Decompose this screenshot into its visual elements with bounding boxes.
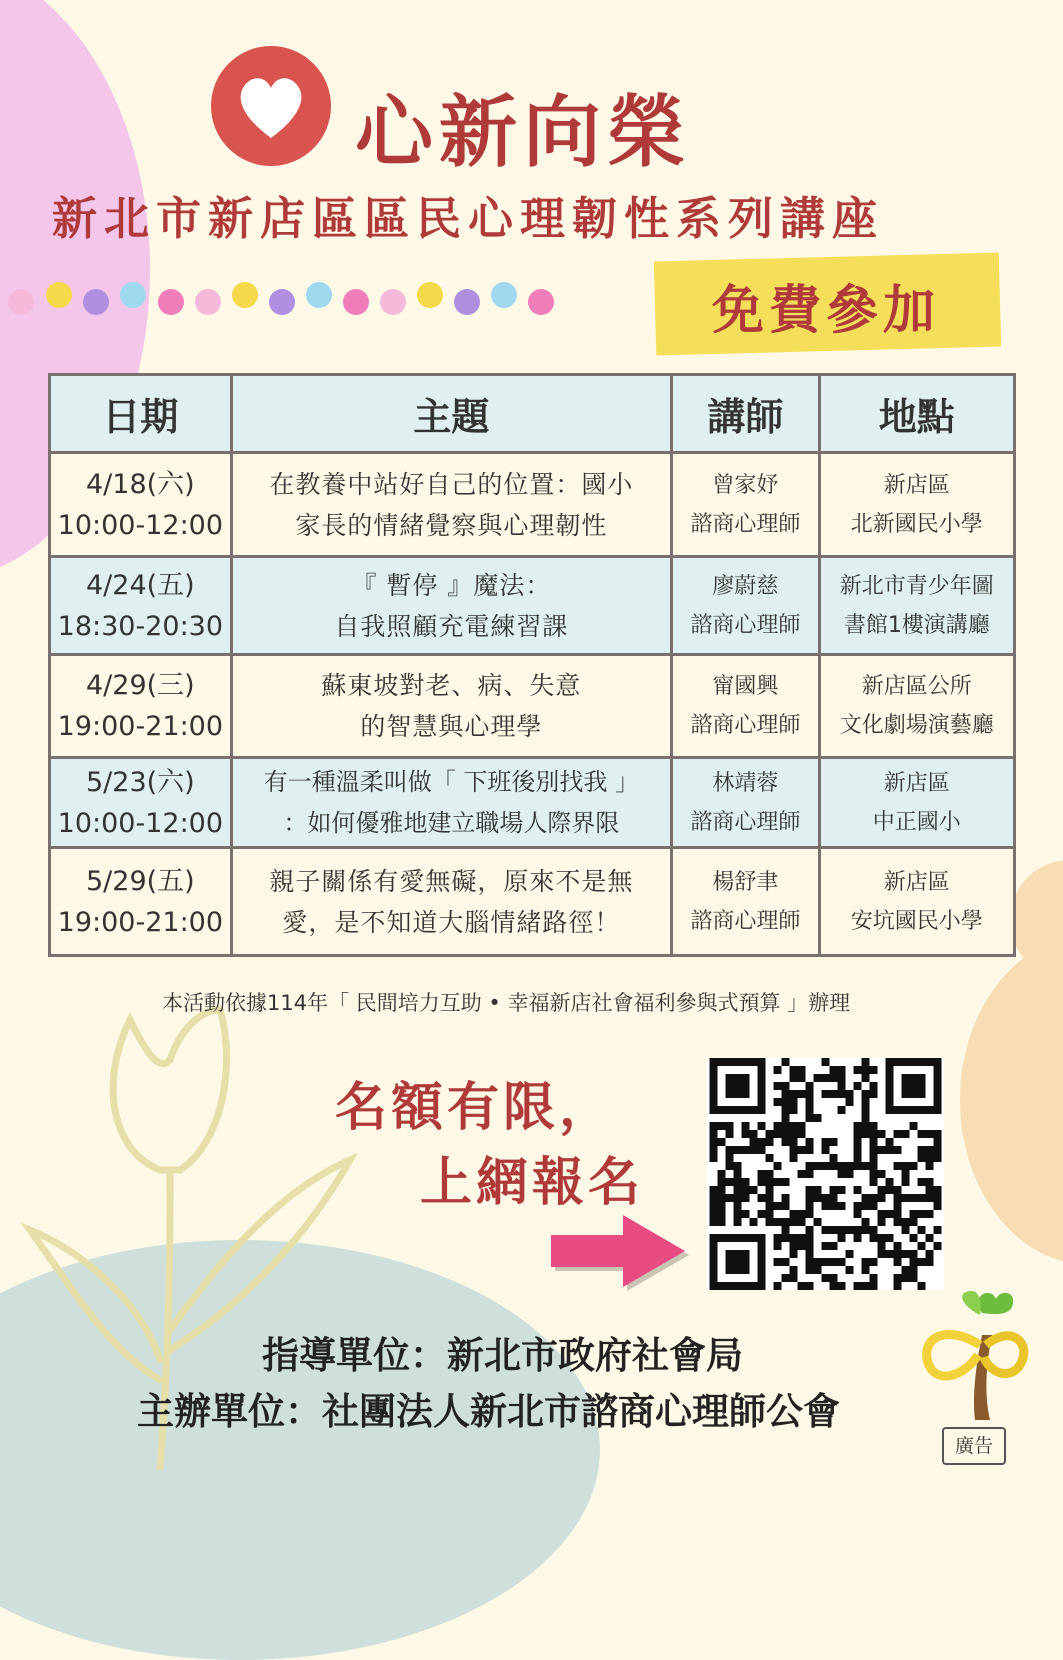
date-text: 4/29(三) — [86, 670, 195, 701]
decorative-dot — [417, 282, 443, 308]
venue-line: 新店區公所 — [861, 674, 972, 699]
table-row — [50, 848, 1015, 956]
free-label: 免費參加 — [712, 281, 941, 341]
qr-code[interactable] — [707, 1058, 944, 1290]
session-topic — [231, 557, 671, 655]
speaker-title: 諮商心理師 — [690, 511, 801, 537]
host-unit: 主辦單位：社團法人新北市諮商心理師公會 — [137, 1390, 840, 1433]
header-date: 日期 — [50, 375, 232, 453]
session-speaker — [672, 655, 820, 758]
speaker-name: 廖蔚慈 — [712, 573, 779, 599]
session-venue — [819, 557, 1014, 655]
decorative-dots — [3, 278, 563, 318]
header-topic: 主題 — [231, 375, 671, 453]
table-row — [50, 453, 1015, 557]
decorative-dot — [8, 289, 34, 315]
session-venue — [819, 758, 1014, 848]
arrow-right-icon — [545, 1205, 690, 1295]
venue-line: 新店區 — [883, 770, 950, 796]
session-topic — [231, 848, 671, 956]
topic-line: 有一種溫柔叫做「 下班後別找我 」 — [263, 767, 640, 796]
decorative-dot — [343, 289, 369, 315]
session-speaker — [672, 758, 820, 848]
cta-limited: 名額有限， — [335, 1078, 616, 1138]
session-venue — [819, 655, 1014, 758]
speaker-name: 楊舒聿 — [712, 869, 779, 895]
decorative-dot — [232, 282, 258, 308]
session-date — [50, 758, 232, 848]
session-topic — [231, 758, 671, 848]
venue-line: 安坑國民小學 — [850, 908, 983, 934]
session-venue — [819, 848, 1014, 956]
date-text: 4/18(六) — [86, 468, 195, 500]
table-row — [50, 557, 1015, 655]
table-header-row — [50, 375, 1015, 453]
decorative-dot — [491, 282, 517, 308]
budget-note: 本活動依據114年「 民間培力互助 • 幸福新店社會福利參與式預算 」辦理 — [162, 991, 851, 1015]
background-orange-blob — [960, 935, 1063, 1265]
decorative-dot — [83, 289, 109, 315]
speaker-title: 諮商心理師 — [690, 713, 801, 738]
speaker-title: 諮商心理師 — [690, 809, 801, 835]
header-venue: 地點 — [819, 375, 1014, 453]
decorative-dot — [380, 289, 406, 315]
decorative-dot — [454, 289, 480, 315]
heart-badge — [211, 46, 331, 166]
speaker-name: 甯國興 — [712, 674, 779, 699]
topic-line: 家長的情緒覺察與心理韌性 — [295, 510, 608, 540]
session-topic — [231, 655, 671, 758]
speaker-title: 諮商心理師 — [690, 908, 801, 934]
venue-line: 新店區 — [883, 472, 950, 498]
speaker-title: 諮商心理師 — [690, 612, 801, 638]
venue-line: 文化劇場演藝廳 — [839, 713, 994, 738]
poster-title: 心新向榮 — [355, 88, 692, 178]
time-text: 19:00-21:00 — [57, 906, 224, 938]
speaker-name: 林靖蓉 — [712, 770, 779, 796]
topic-line: 『 暫停 』魔法： — [351, 570, 552, 600]
decorative-dot — [306, 282, 332, 308]
session-speaker — [672, 453, 820, 557]
decorative-dot — [269, 289, 295, 315]
topic-line: ：如何優雅地建立職場人際界限 — [283, 808, 620, 837]
decorative-dot — [46, 282, 72, 308]
topic-line: 愛，是不知道大腦情緒路徑！ — [282, 907, 621, 937]
topic-line: 的智慧與心理學 — [360, 712, 543, 741]
schedule-table — [48, 373, 1016, 957]
venue-line: 新北市青少年圖 — [839, 573, 994, 599]
time-text: 19:00-21:00 — [57, 711, 224, 742]
date-text: 5/23(六) — [86, 766, 195, 798]
guiding-unit: 指導單位：新北市政府社會局 — [262, 1334, 743, 1377]
ad-label: 廣告 — [942, 1427, 1006, 1465]
topic-line: 蘇東坡對老、病、失意 — [321, 671, 582, 700]
table-row — [50, 758, 1015, 848]
time-text: 10:00-12:00 — [57, 509, 224, 541]
association-logo — [920, 1285, 1030, 1425]
decorative-dot — [528, 289, 554, 315]
session-speaker — [672, 848, 820, 956]
time-text: 10:00-12:00 — [57, 807, 224, 839]
session-topic — [231, 453, 671, 557]
topic-line: 親子關係有愛無礙，原來不是無 — [269, 866, 634, 896]
decorative-dot — [195, 289, 221, 315]
session-date — [50, 557, 232, 655]
decorative-dot — [120, 282, 146, 308]
date-text: 5/29(五) — [86, 865, 195, 897]
venue-line: 新店區 — [883, 869, 950, 895]
venue-line: 書館1樓演講廳 — [843, 612, 990, 638]
heart-icon — [211, 46, 331, 166]
date-text: 4/24(五) — [86, 569, 195, 601]
topic-line: 自我照顧充電練習課 — [334, 611, 569, 641]
session-date — [50, 453, 232, 557]
session-date — [50, 655, 232, 758]
speaker-name: 曾家妤 — [712, 472, 779, 498]
decorative-dot — [158, 289, 184, 315]
session-speaker — [672, 557, 820, 655]
poster-subtitle: 新北市新店區區民心理韌性系列講座 — [52, 192, 885, 245]
table-row — [50, 655, 1015, 758]
venue-line: 中正國小 — [872, 809, 961, 835]
session-date — [50, 848, 232, 956]
venue-line: 北新國民小學 — [850, 511, 983, 537]
session-venue — [819, 453, 1014, 557]
time-text: 18:30-20:30 — [57, 610, 224, 642]
topic-line: 在教養中站好自己的位置：國小 — [269, 469, 634, 499]
header-speaker: 講師 — [672, 375, 820, 453]
cta-register: 上網報名 — [420, 1153, 645, 1213]
